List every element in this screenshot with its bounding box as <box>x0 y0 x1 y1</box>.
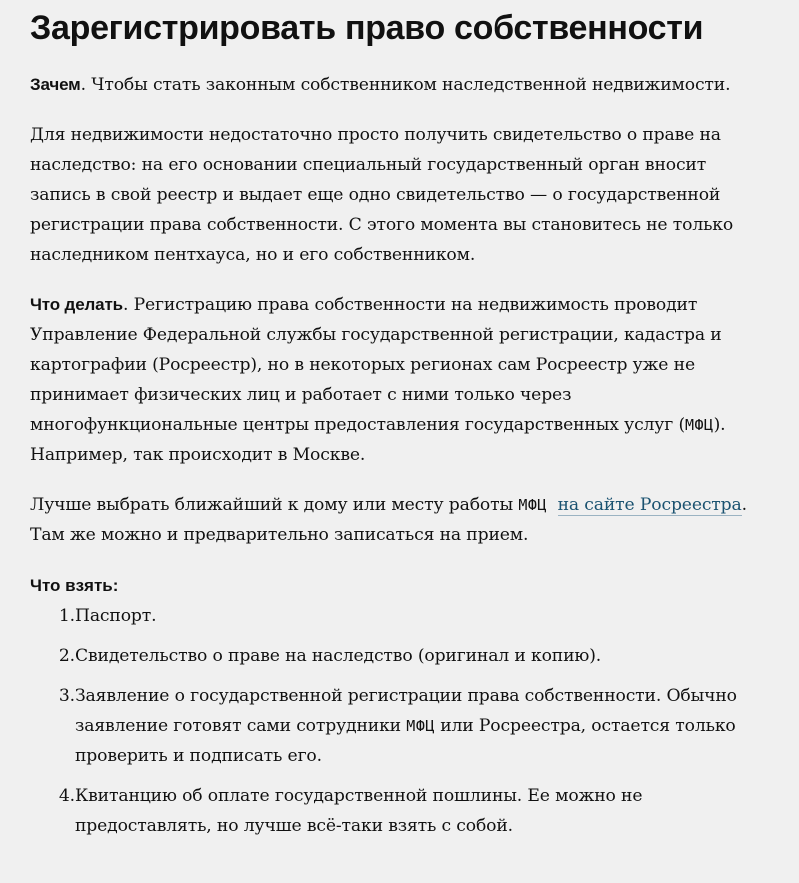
rosreestr-link[interactable]: на сайте Росреестра <box>557 495 742 515</box>
list-item <box>30 601 769 631</box>
choose-text-after: . Там же можно и предварительно записаться на прием. <box>30 495 747 545</box>
list-item <box>30 781 769 841</box>
intro-paragraph: Для недвижимости недостаточно просто получить свидетельство о праве на наследство: на его основании специальный государственный орган вносит запись в свой реестр и выдает еще одно свидетельство — о государственной регистрации права собственности. С этого момента вы становитесь не только наследником пентхауса, но и его собственником. <box>30 125 734 265</box>
list-item-abbr: МФЦ <box>406 717 435 735</box>
list-item-text-after: или Росреестра, остается только проверить и подписать его. <box>75 716 736 766</box>
list-item-text: Свидетельство о праве на наследство (оригинал и копию). <box>75 646 602 666</box>
list-item-text: Квитанцию об оплате государственной пошлины. Ее можно не предоставлять, но лучше всё-таки взять с собой. <box>75 786 643 836</box>
todo-label: Что делать <box>30 295 123 314</box>
choose-abbr: МФЦ <box>518 496 547 514</box>
choose-text-before: Лучше выбрать ближайший к дому или месту работы <box>30 495 519 515</box>
list-item-number: 4. <box>58 786 75 806</box>
article <box>0 6 799 841</box>
list-item-number: 2. <box>58 646 75 666</box>
what-to-take-title: Что взять: <box>30 576 119 595</box>
page-title: Зарегистрировать право собственности <box>30 9 704 47</box>
list-item-number: 3. <box>58 686 75 706</box>
why-text: . Чтобы стать законным собственником наследственной недвижимости. <box>80 75 731 95</box>
todo-text-after: ). Например, так происходит в Москве. <box>30 415 726 465</box>
list-item-number: 1. <box>58 606 75 626</box>
list-item <box>30 681 769 771</box>
list-item <box>30 641 769 671</box>
why-paragraph <box>30 70 769 100</box>
list-item-text: Паспорт. <box>75 606 157 626</box>
todo-text-before: . Регистрацию права собственности на недвижимость проводит Управление Федеральной службы государственной регистрации, кадастра и картографии (Росреестр), но в некоторых регионах сам Росреестр уже не принимает физических лиц и работает с ними только через многофункциональные центры предоставления государственных услуг ( <box>30 295 722 435</box>
list-item-text <box>75 681 769 771</box>
todo-paragraph <box>30 290 769 470</box>
what-to-take-list <box>30 601 769 841</box>
choose-paragraph <box>30 490 769 550</box>
list-item-text-before: Заявление о государственной регистрации права собственности. Обычно заявление готовят сами сотрудники <box>75 686 737 736</box>
todo-abbr: МФЦ <box>685 416 714 434</box>
why-label: Зачем <box>30 75 81 94</box>
